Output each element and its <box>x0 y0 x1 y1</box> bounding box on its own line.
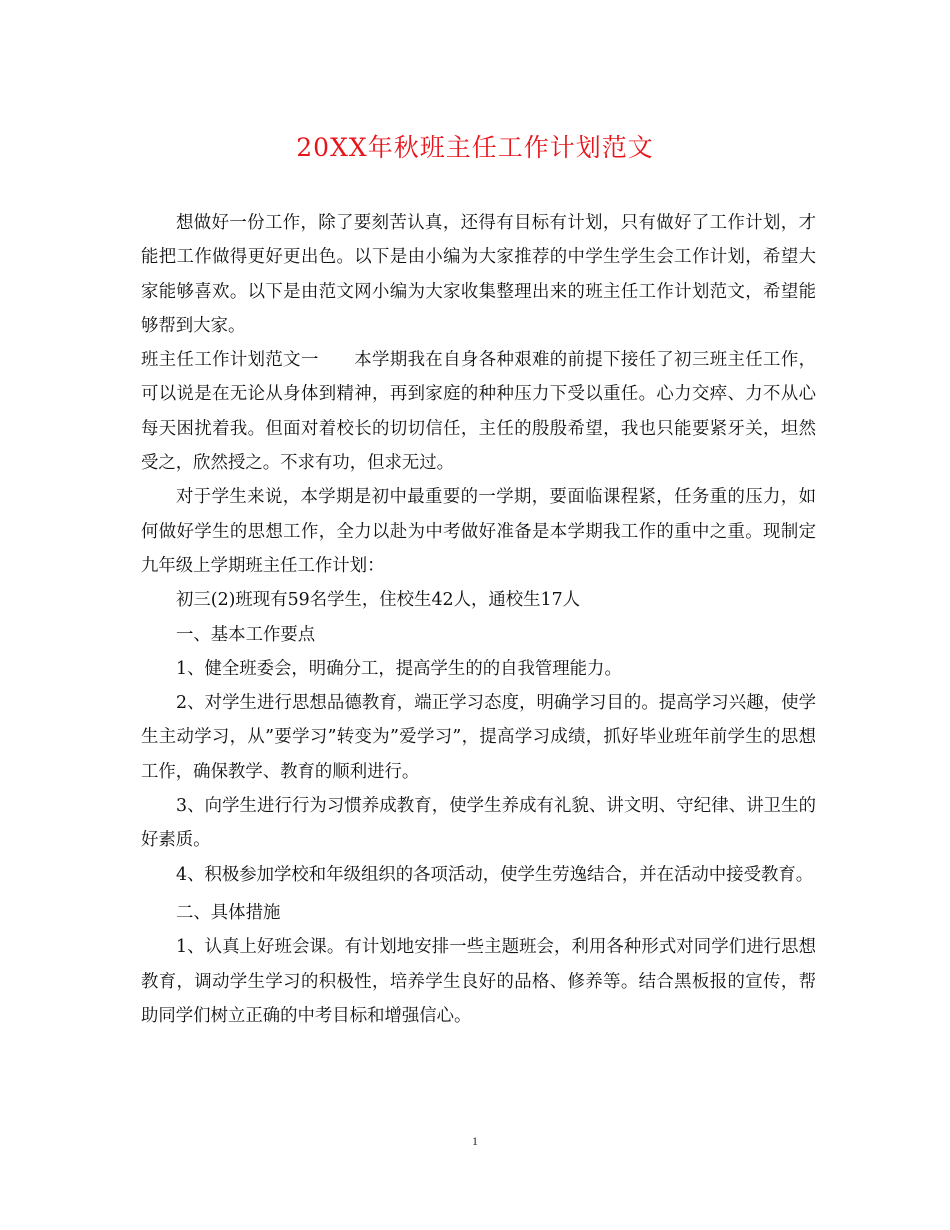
list-item-point-4: 4、积极参加学校和年级组织的各项活动，使学生劳逸结合，并在活动中接受教育。 <box>176 864 814 885</box>
list-item-measure-1: 1、认真上好班会课。有计划地安排一些主题班会，利用各种形式对同学们进行思想教育，调动学生学习的积极性，培养学生良好的品格、修养等。结合黑板报的宣传，帮助同学们树立正确的中考目标和增强信心。 <box>141 937 816 1026</box>
paragraph-sample-one: 班主任工作计划范文一 本学期我在自身各种艰难的前提下接任了初三班主任工作，可以说是在无论从身体到精神，再到家庭的种种压力下受以重任。心力交瘁、力不从心每天困扰着我。但面对着校长的切切信任，主任的殷殷希望，我也只能要紧牙关，坦然受之，欣然授之。不求有功，但求无过。 <box>141 350 816 474</box>
page-number: 1 <box>472 1134 478 1148</box>
document-body <box>141 206 816 1033</box>
list-item-point-3: 3、向学生进行行为习惯养成教育，使学生养成有礼貌、讲文明、守纪律、讲卫生的好素质。 <box>141 796 816 851</box>
paragraph-intro: 想做好一份工作，除了要刻苦认真，还得有目标有计划，只有做好了工作计划，才能把工作做得更好更出色。以下是由小编为大家推荐的中学生学生会工作计划，希望大家能够喜欢。以下是由范文网小编为大家收集整理出来的班主任工作计划范文，希望能够帮到大家。 <box>141 213 816 336</box>
heading-specific-measures: 二、具体措施 <box>176 902 281 923</box>
heading-basic-points: 一、基本工作要点 <box>176 624 316 645</box>
paragraph-class-info: 初三(2)班现有59名学生，住校生42人，通校生17人 <box>176 590 581 611</box>
list-item-point-1: 1、健全班委会，明确分工，提高学生的的自我管理能力。 <box>176 658 622 679</box>
document-title: 20XX年秋班主任工作计划范文 <box>296 133 654 162</box>
paragraph-semester-importance: 对于学生来说，本学期是初中最重要的一学期，要面临课程紧，任务重的压力，如何做好学生的思想工作，全力以赴为中考做好准备是本学期我工作的重中之重。现制定九年级上学期班主任工作计划： <box>141 487 816 576</box>
list-item-point-2: 2、对学生进行思想品德教育，端正学习态度，明确学习目的。提高学习兴趣，使学生主动学习，从”要学习”转变为”爱学习”，提高学习成绩，抓好毕业班年前学生的思想工作，确保教学、教育的顺利进行。 <box>141 693 816 782</box>
